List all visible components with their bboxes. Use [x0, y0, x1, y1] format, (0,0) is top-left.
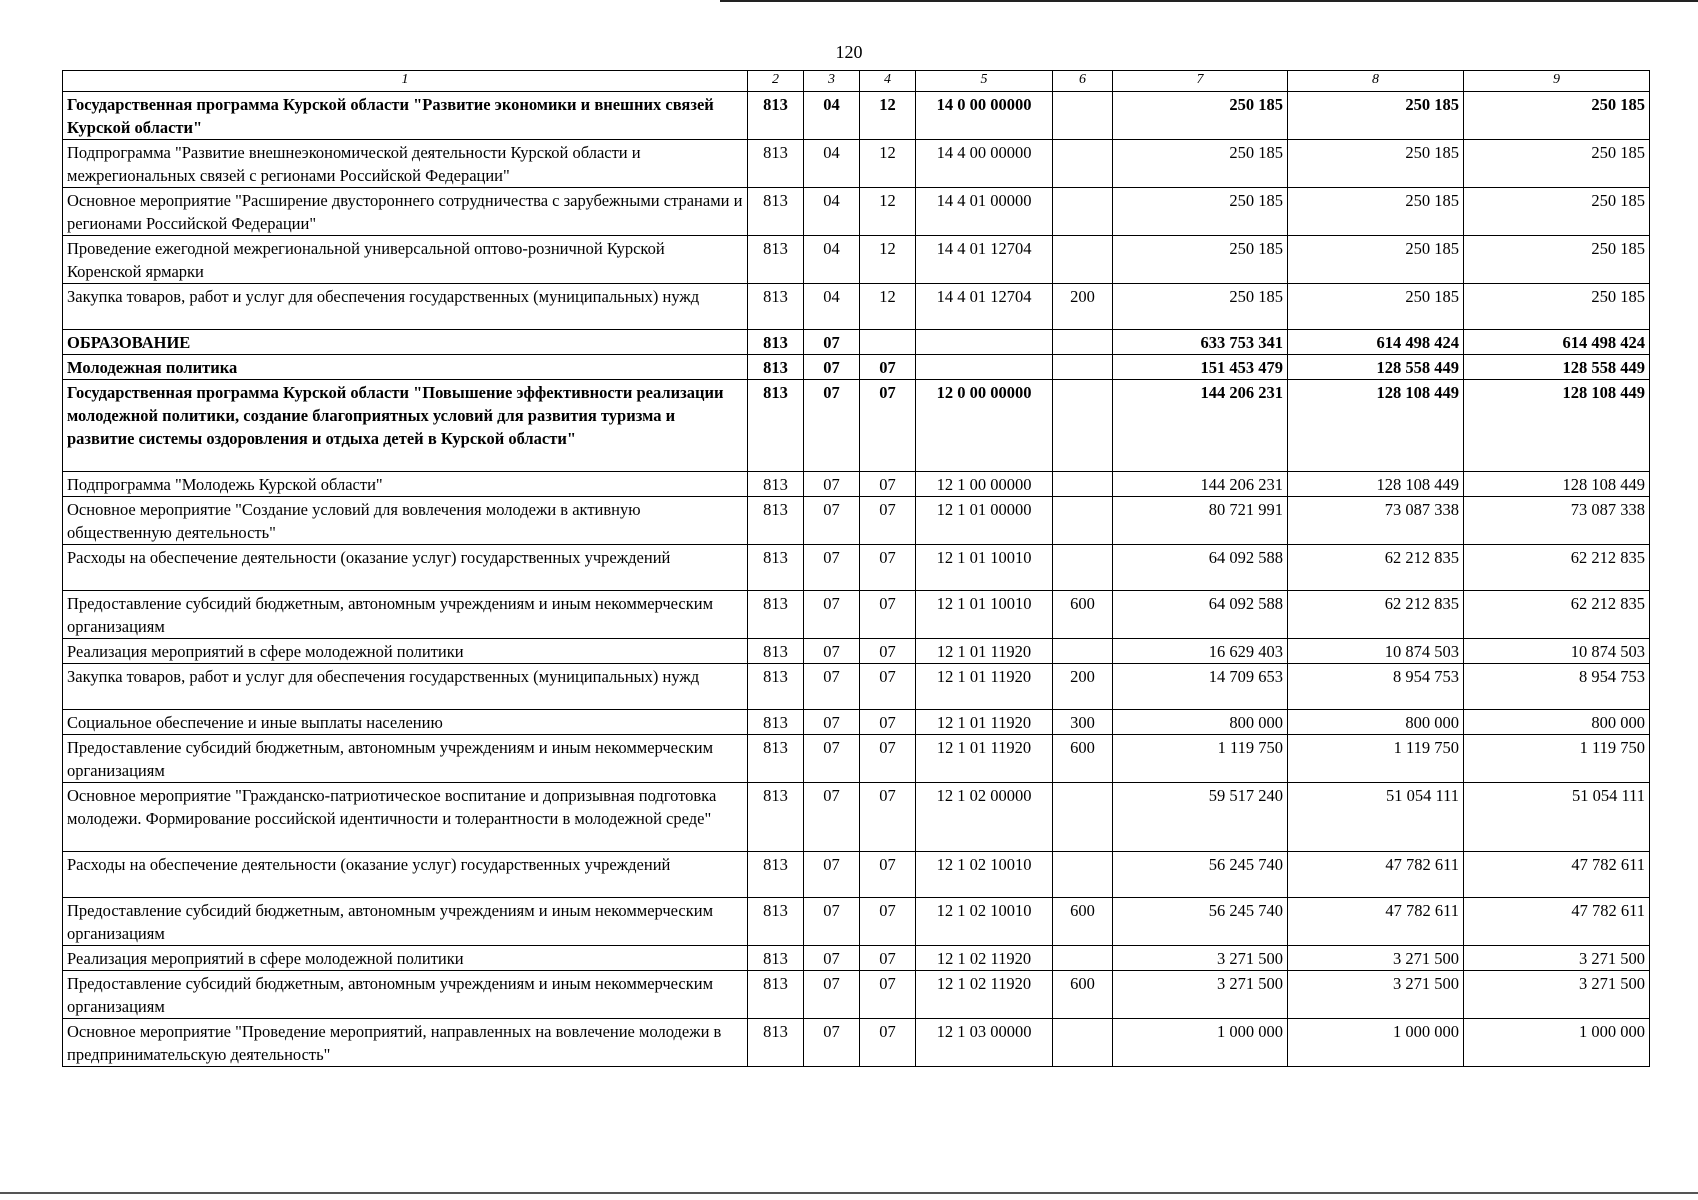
amount-year-2: 1 119 750 — [1288, 735, 1464, 783]
target-article-code: 14 4 01 12704 — [916, 284, 1053, 330]
expense-type-code — [1053, 355, 1113, 380]
amount-year-2: 250 185 — [1288, 236, 1464, 284]
table-row — [63, 783, 1650, 852]
section-code: 07 — [804, 1019, 860, 1067]
chapter-code: 813 — [748, 946, 804, 971]
row-name: Расходы на обеспечение деятельности (оказание услуг) государственных учреждений — [63, 545, 748, 591]
table-row — [63, 898, 1650, 946]
amount-year-2: 3 271 500 — [1288, 946, 1464, 971]
amount-year-1: 250 185 — [1113, 284, 1288, 330]
row-name: Государственная программа Курской области "Повышение эффективности реализации молодежной политики, создание благоприятных условий для развития туризма и развитие системы оздоровления и отдыха детей в Курской области" — [63, 380, 748, 472]
section-code: 07 — [804, 355, 860, 380]
amount-year-3: 128 108 449 — [1464, 380, 1650, 472]
row-name: Предоставление субсидий бюджетным, автономным учреждениям и иным некоммерческим организациям — [63, 898, 748, 946]
section-code: 04 — [804, 92, 860, 140]
chapter-code: 813 — [748, 639, 804, 664]
target-article-code: 12 1 01 11920 — [916, 710, 1053, 735]
column-header: 1 — [63, 71, 748, 92]
table-row — [63, 1019, 1650, 1067]
subsection-code: 12 — [860, 92, 916, 140]
column-header: 3 — [804, 71, 860, 92]
row-name: Подпрограмма "Молодежь Курской области" — [63, 472, 748, 497]
scan-edge-bottom — [0, 1192, 1698, 1194]
amount-year-1: 59 517 240 — [1113, 783, 1288, 852]
target-article-code: 12 1 01 11920 — [916, 664, 1053, 710]
table-row — [63, 735, 1650, 783]
amount-year-1: 14 709 653 — [1113, 664, 1288, 710]
column-header: 9 — [1464, 71, 1650, 92]
amount-year-2: 128 108 449 — [1288, 472, 1464, 497]
subsection-code — [860, 330, 916, 355]
chapter-code: 813 — [748, 710, 804, 735]
section-code: 04 — [804, 188, 860, 236]
amount-year-1: 56 245 740 — [1113, 898, 1288, 946]
amount-year-3: 10 874 503 — [1464, 639, 1650, 664]
amount-year-1: 80 721 991 — [1113, 497, 1288, 545]
target-article-code: 14 4 00 00000 — [916, 140, 1053, 188]
amount-year-3: 250 185 — [1464, 188, 1650, 236]
chapter-code: 813 — [748, 140, 804, 188]
table-row — [63, 284, 1650, 330]
chapter-code: 813 — [748, 92, 804, 140]
subsection-code: 07 — [860, 971, 916, 1019]
amount-year-1: 250 185 — [1113, 188, 1288, 236]
row-name: Основное мероприятие "Расширение двустороннего сотрудничества с зарубежными странами и регионами Российской Федерации" — [63, 188, 748, 236]
column-header: 7 — [1113, 71, 1288, 92]
row-name: Расходы на обеспечение деятельности (оказание услуг) государственных учреждений — [63, 852, 748, 898]
amount-year-2: 128 108 449 — [1288, 380, 1464, 472]
section-code: 07 — [804, 545, 860, 591]
subsection-code: 07 — [860, 380, 916, 472]
amount-year-2: 800 000 — [1288, 710, 1464, 735]
amount-year-1: 64 092 588 — [1113, 591, 1288, 639]
table-row — [63, 330, 1650, 355]
amount-year-2: 3 271 500 — [1288, 971, 1464, 1019]
target-article-code: 12 1 02 10010 — [916, 852, 1053, 898]
row-name: Предоставление субсидий бюджетным, автономным учреждениям и иным некоммерческим организациям — [63, 591, 748, 639]
amount-year-2: 47 782 611 — [1288, 898, 1464, 946]
row-name: ОБРАЗОВАНИЕ — [63, 330, 748, 355]
section-code: 07 — [804, 664, 860, 710]
amount-year-2: 8 954 753 — [1288, 664, 1464, 710]
expense-type-code — [1053, 92, 1113, 140]
amount-year-1: 1 000 000 — [1113, 1019, 1288, 1067]
expense-type-code — [1053, 140, 1113, 188]
subsection-code: 07 — [860, 664, 916, 710]
expense-type-code — [1053, 545, 1113, 591]
chapter-code: 813 — [748, 284, 804, 330]
target-article-code: 14 4 01 00000 — [916, 188, 1053, 236]
amount-year-3: 128 558 449 — [1464, 355, 1650, 380]
row-name: Предоставление субсидий бюджетным, автономным учреждениям и иным некоммерческим организациям — [63, 735, 748, 783]
amount-year-3: 250 185 — [1464, 140, 1650, 188]
subsection-code: 12 — [860, 236, 916, 284]
expense-type-code — [1053, 236, 1113, 284]
target-article-code: 12 1 03 00000 — [916, 1019, 1053, 1067]
section-code: 07 — [804, 783, 860, 852]
section-code: 07 — [804, 971, 860, 1019]
amount-year-3: 614 498 424 — [1464, 330, 1650, 355]
amount-year-3: 800 000 — [1464, 710, 1650, 735]
amount-year-1: 144 206 231 — [1113, 472, 1288, 497]
amount-year-1: 56 245 740 — [1113, 852, 1288, 898]
target-article-code — [916, 355, 1053, 380]
chapter-code: 813 — [748, 783, 804, 852]
table-row — [63, 852, 1650, 898]
table-row — [63, 140, 1650, 188]
row-name: Проведение ежегодной межрегиональной универсальной оптово-розничной Курской Коренской ярмарки — [63, 236, 748, 284]
table-row — [63, 355, 1650, 380]
expense-type-code: 600 — [1053, 898, 1113, 946]
amount-year-1: 64 092 588 — [1113, 545, 1288, 591]
amount-year-1: 1 119 750 — [1113, 735, 1288, 783]
section-code: 07 — [804, 735, 860, 783]
target-article-code: 12 1 00 00000 — [916, 472, 1053, 497]
subsection-code: 07 — [860, 497, 916, 545]
amount-year-3: 128 108 449 — [1464, 472, 1650, 497]
column-header: 5 — [916, 71, 1053, 92]
amount-year-3: 62 212 835 — [1464, 591, 1650, 639]
chapter-code: 813 — [748, 735, 804, 783]
amount-year-2: 128 558 449 — [1288, 355, 1464, 380]
amount-year-1: 3 271 500 — [1113, 971, 1288, 1019]
subsection-code: 12 — [860, 140, 916, 188]
amount-year-3: 62 212 835 — [1464, 545, 1650, 591]
section-code: 04 — [804, 236, 860, 284]
row-name: Реализация мероприятий в сфере молодежной политики — [63, 946, 748, 971]
column-header: 6 — [1053, 71, 1113, 92]
expense-type-code — [1053, 330, 1113, 355]
amount-year-1: 151 453 479 — [1113, 355, 1288, 380]
subsection-code: 07 — [860, 852, 916, 898]
expense-type-code — [1053, 1019, 1113, 1067]
table-row — [63, 710, 1650, 735]
amount-year-3: 1 000 000 — [1464, 1019, 1650, 1067]
subsection-code: 12 — [860, 284, 916, 330]
amount-year-2: 614 498 424 — [1288, 330, 1464, 355]
expense-type-code: 300 — [1053, 710, 1113, 735]
subsection-code: 07 — [860, 783, 916, 852]
expense-type-code — [1053, 946, 1113, 971]
amount-year-1: 16 629 403 — [1113, 639, 1288, 664]
row-name: Основное мероприятие "Проведение мероприятий, направленных на вовлечение молодежи в предпринимательскую деятельность" — [63, 1019, 748, 1067]
chapter-code: 813 — [748, 852, 804, 898]
scan-edge-top — [720, 0, 1698, 2]
amount-year-2: 250 185 — [1288, 188, 1464, 236]
section-code: 07 — [804, 330, 860, 355]
header-row — [63, 71, 1650, 92]
subsection-code: 12 — [860, 188, 916, 236]
chapter-code: 813 — [748, 355, 804, 380]
amount-year-1: 250 185 — [1113, 140, 1288, 188]
subsection-code: 07 — [860, 710, 916, 735]
subsection-code: 07 — [860, 898, 916, 946]
target-article-code: 12 1 01 00000 — [916, 497, 1053, 545]
table-row — [63, 545, 1650, 591]
column-header: 2 — [748, 71, 804, 92]
chapter-code: 813 — [748, 971, 804, 1019]
target-article-code: 12 1 01 11920 — [916, 735, 1053, 783]
amount-year-1: 250 185 — [1113, 236, 1288, 284]
row-name: Социальное обеспечение и иные выплаты населению — [63, 710, 748, 735]
amount-year-2: 73 087 338 — [1288, 497, 1464, 545]
expense-type-code — [1053, 380, 1113, 472]
target-article-code: 12 1 02 10010 — [916, 898, 1053, 946]
row-name: Молодежная политика — [63, 355, 748, 380]
amount-year-2: 1 000 000 — [1288, 1019, 1464, 1067]
row-name: Реализация мероприятий в сфере молодежной политики — [63, 639, 748, 664]
expense-type-code — [1053, 497, 1113, 545]
chapter-code: 813 — [748, 1019, 804, 1067]
subsection-code: 07 — [860, 545, 916, 591]
table-row — [63, 380, 1650, 472]
target-article-code: 12 1 01 11920 — [916, 639, 1053, 664]
expense-type-code: 200 — [1053, 664, 1113, 710]
amount-year-3: 73 087 338 — [1464, 497, 1650, 545]
section-code: 07 — [804, 472, 860, 497]
chapter-code: 813 — [748, 236, 804, 284]
amount-year-3: 250 185 — [1464, 92, 1650, 140]
chapter-code: 813 — [748, 472, 804, 497]
expense-type-code — [1053, 639, 1113, 664]
row-name: Основное мероприятие "Создание условий для вовлечения молодежи в активную общественную деятельность" — [63, 497, 748, 545]
table-row — [63, 591, 1650, 639]
table-row — [63, 188, 1650, 236]
amount-year-3: 3 271 500 — [1464, 971, 1650, 1019]
amount-year-3: 1 119 750 — [1464, 735, 1650, 783]
budget-table — [62, 70, 1650, 1067]
amount-year-1: 144 206 231 — [1113, 380, 1288, 472]
amount-year-2: 62 212 835 — [1288, 591, 1464, 639]
expense-type-code: 600 — [1053, 971, 1113, 1019]
target-article-code: 12 1 01 10010 — [916, 545, 1053, 591]
section-code: 07 — [804, 591, 860, 639]
section-code: 07 — [804, 898, 860, 946]
chapter-code: 813 — [748, 545, 804, 591]
chapter-code: 813 — [748, 380, 804, 472]
table-row — [63, 639, 1650, 664]
table-row — [63, 236, 1650, 284]
amount-year-1: 800 000 — [1113, 710, 1288, 735]
section-code: 04 — [804, 284, 860, 330]
target-article-code: 12 1 01 10010 — [916, 591, 1053, 639]
target-article-code: 12 1 02 11920 — [916, 971, 1053, 1019]
expense-type-code: 200 — [1053, 284, 1113, 330]
row-name: Закупка товаров, работ и услуг для обеспечения государственных (муниципальных) нужд — [63, 664, 748, 710]
chapter-code: 813 — [748, 591, 804, 639]
amount-year-2: 10 874 503 — [1288, 639, 1464, 664]
section-code: 07 — [804, 380, 860, 472]
row-name: Предоставление субсидий бюджетным, автономным учреждениям и иным некоммерческим организациям — [63, 971, 748, 1019]
amount-year-2: 51 054 111 — [1288, 783, 1464, 852]
table-row — [63, 971, 1650, 1019]
amount-year-2: 250 185 — [1288, 140, 1464, 188]
subsection-code: 07 — [860, 591, 916, 639]
chapter-code: 813 — [748, 664, 804, 710]
row-name: Подпрограмма "Развитие внешнеэкономической деятельности Курской области и межрегиональных связей с регионами Российской Федерации" — [63, 140, 748, 188]
target-article-code: 12 1 02 00000 — [916, 783, 1053, 852]
target-article-code — [916, 330, 1053, 355]
subsection-code: 07 — [860, 1019, 916, 1067]
chapter-code: 813 — [748, 497, 804, 545]
target-article-code: 12 0 00 00000 — [916, 380, 1053, 472]
expense-type-code — [1053, 783, 1113, 852]
amount-year-3: 3 271 500 — [1464, 946, 1650, 971]
table-row — [63, 497, 1650, 545]
column-header: 4 — [860, 71, 916, 92]
amount-year-3: 47 782 611 — [1464, 898, 1650, 946]
subsection-code: 07 — [860, 639, 916, 664]
subsection-code: 07 — [860, 355, 916, 380]
table-row — [63, 946, 1650, 971]
expense-type-code — [1053, 188, 1113, 236]
expense-type-code: 600 — [1053, 735, 1113, 783]
section-code: 07 — [804, 710, 860, 735]
expense-type-code — [1053, 852, 1113, 898]
section-code: 07 — [804, 639, 860, 664]
amount-year-3: 47 782 611 — [1464, 852, 1650, 898]
row-name: Закупка товаров, работ и услуг для обеспечения государственных (муниципальных) нужд — [63, 284, 748, 330]
amount-year-3: 51 054 111 — [1464, 783, 1650, 852]
subsection-code: 07 — [860, 472, 916, 497]
target-article-code: 14 4 01 12704 — [916, 236, 1053, 284]
expense-type-code — [1053, 472, 1113, 497]
amount-year-2: 250 185 — [1288, 284, 1464, 330]
amount-year-2: 62 212 835 — [1288, 545, 1464, 591]
section-code: 07 — [804, 497, 860, 545]
amount-year-3: 250 185 — [1464, 236, 1650, 284]
amount-year-3: 8 954 753 — [1464, 664, 1650, 710]
target-article-code: 14 0 00 00000 — [916, 92, 1053, 140]
table-row — [63, 664, 1650, 710]
expense-type-code: 600 — [1053, 591, 1113, 639]
amount-year-3: 250 185 — [1464, 284, 1650, 330]
section-code: 07 — [804, 946, 860, 971]
subsection-code: 07 — [860, 946, 916, 971]
target-article-code: 12 1 02 11920 — [916, 946, 1053, 971]
section-code: 04 — [804, 140, 860, 188]
subsection-code: 07 — [860, 735, 916, 783]
amount-year-1: 3 271 500 — [1113, 946, 1288, 971]
row-name: Основное мероприятие "Гражданско-патриотическое воспитание и допризывная подготовка молодежи. Формирование российской идентичности и толерантности в молодежной среде" — [63, 783, 748, 852]
section-code: 07 — [804, 852, 860, 898]
amount-year-2: 250 185 — [1288, 92, 1464, 140]
table-row — [63, 472, 1650, 497]
row-name: Государственная программа Курской области "Развитие экономики и внешних связей Курской области" — [63, 92, 748, 140]
amount-year-1: 250 185 — [1113, 92, 1288, 140]
amount-year-1: 633 753 341 — [1113, 330, 1288, 355]
table-row — [63, 92, 1650, 140]
chapter-code: 813 — [748, 188, 804, 236]
table-body — [63, 92, 1650, 1067]
column-header: 8 — [1288, 71, 1464, 92]
chapter-code: 813 — [748, 898, 804, 946]
page-number: 120 — [835, 42, 863, 62]
amount-year-2: 47 782 611 — [1288, 852, 1464, 898]
chapter-code: 813 — [748, 330, 804, 355]
